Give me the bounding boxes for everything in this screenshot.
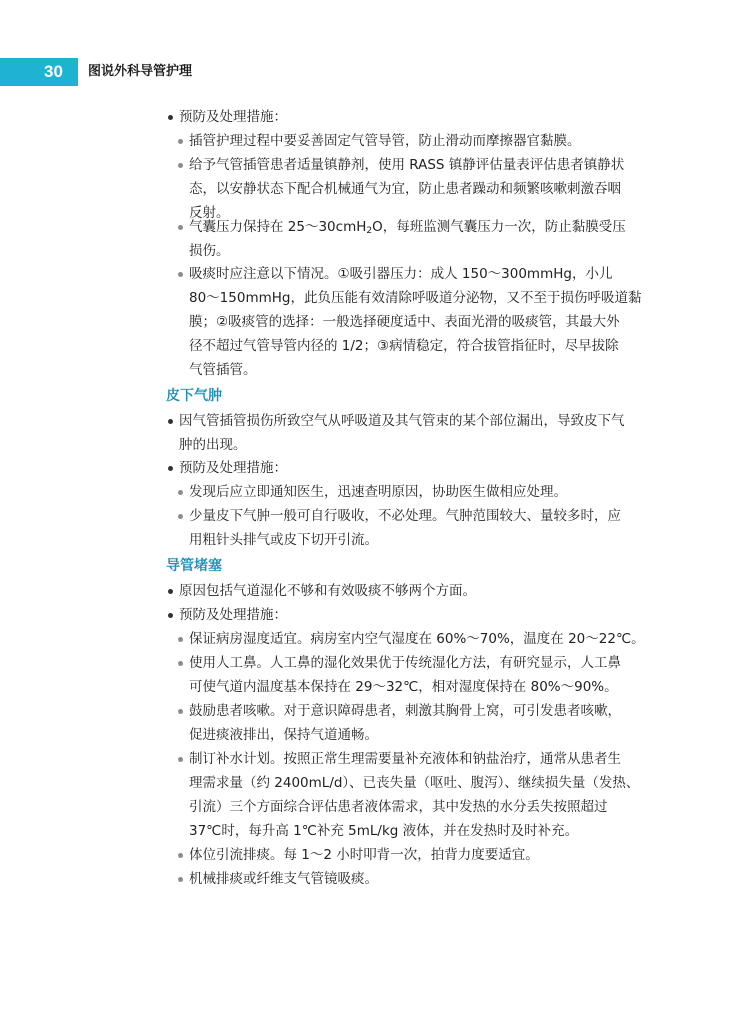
cause-text-continued: 肿的出现。 bbox=[179, 437, 247, 453]
bullet-dot bbox=[168, 589, 173, 594]
list-item-continued: 37℃时，每升高 1℃补充 5mL/kg 液体，并在发热时及时补充。 bbox=[189, 823, 579, 839]
cause-text: 因气管插管损伤所致空气从呼吸道及其气管束的某个部位漏出，导致皮下气 bbox=[179, 413, 625, 429]
sub-bullet-dot bbox=[178, 637, 183, 642]
sub-bullet-dot bbox=[178, 139, 183, 144]
list-item-continued: 态，以安静状态下配合机械通气为宜，防止患者躁动和频繁咳嗽刺激吞咽 bbox=[189, 181, 621, 197]
sub-bullet-dot bbox=[178, 272, 183, 277]
sub-bullet-dot bbox=[178, 490, 183, 495]
list-item-continued: 引流）三个方面综合评估患者液体需求，其中发热的水分丢失按照超过 bbox=[189, 799, 608, 815]
sub-bullet-dot bbox=[178, 853, 183, 858]
page-number: 30 bbox=[44, 62, 63, 81]
sub-bullet-dot bbox=[178, 757, 183, 762]
list-item: 插管护理过程中要妥善固定气管导管，防止滑动而摩擦器官黏膜。 bbox=[189, 133, 581, 149]
list-item-continued: 可使气道内温度基本保持在 29～32℃，相对湿度保持在 80%～90%。 bbox=[189, 679, 618, 695]
list-item: 气囊压力保持在 25～30cmH$_2$O，每班监测气囊压力一次，防止黏膜受压 bbox=[189, 219, 626, 236]
bullet-dot bbox=[168, 419, 173, 424]
bullet-dot bbox=[168, 466, 173, 471]
section-heading: 皮下气肿 bbox=[166, 388, 222, 404]
list-item-continued: 膜；②吸痰管的选择：一般选择硬度适中、表面光滑的吸痰管，其最大外 bbox=[189, 314, 620, 330]
section-heading: 导管堵塞 bbox=[166, 558, 222, 574]
book-title: 图说外科导管护理 bbox=[88, 64, 193, 79]
measures-label: 预防及处理措施： bbox=[179, 460, 287, 476]
page-number-tab bbox=[0, 58, 78, 86]
bullet-dot bbox=[168, 613, 173, 618]
list-item: 使用人工鼻。人工鼻的湿化效果优于传统湿化方法，有研究显示，人工鼻 bbox=[189, 655, 621, 671]
measures-label: 预防及处理措施： bbox=[179, 109, 287, 125]
list-item-continued: 促进痰液排出，保持气道通畅。 bbox=[189, 727, 378, 743]
list-item: 给予气管插管患者适量镇静剂，使用 RASS 镇静评估量表评估患者镇静状 bbox=[189, 157, 625, 173]
list-item: 吸痰时应注意以下情况。①吸引器压力：成人 150～300mmHg，小儿 bbox=[189, 266, 613, 282]
list-item-continued: 损伤。 bbox=[189, 243, 230, 259]
list-item-continued: 反射。 bbox=[189, 205, 230, 221]
sub-bullet-dot bbox=[178, 225, 183, 230]
bullet-dot bbox=[168, 115, 173, 120]
sub-bullet-dot bbox=[178, 877, 183, 882]
sub-bullet-dot bbox=[178, 661, 183, 666]
measures-label: 预防及处理措施： bbox=[179, 607, 287, 623]
list-item: 体位引流排痰。每 1～2 小时叩背一次，拍背力度要适宜。 bbox=[189, 847, 539, 863]
sub-bullet-dot bbox=[178, 709, 183, 714]
list-item: 保证病房湿度适宜。病房室内空气湿度在 60%～70%，温度在 20～22℃。 bbox=[189, 631, 645, 647]
list-item: 鼓励患者咳嗽。对于意识障碍患者，刺激其胸骨上窝，可引发患者咳嗽， bbox=[189, 703, 621, 719]
sub-bullet-dot bbox=[178, 514, 183, 519]
list-item-continued: 用粗针头排气或皮下切开引流。 bbox=[189, 532, 378, 548]
list-item: 制订补水计划。按照正常生理需要量补充液体和钠盐治疗，通常从患者生 bbox=[189, 751, 621, 767]
list-item-continued: 80～150mmHg，此负压能有效清除呼吸道分泌物，又不至于损伤呼吸道黏 bbox=[189, 290, 642, 306]
list-item: 发现后应立即通知医生，迅速查明原因，协助医生做相应处理。 bbox=[189, 484, 567, 500]
list-item-continued: 径不超过气管导管内径的 1/2；③病情稳定，符合拔管指征时，尽早拔除 bbox=[189, 338, 619, 354]
sub-bullet-dot bbox=[178, 163, 183, 168]
list-item-continued: 气管插管。 bbox=[189, 362, 257, 378]
list-item: 机械排痰或纤维支气管镜吸痰。 bbox=[189, 871, 378, 887]
list-item: 少量皮下气肿一般可自行吸收，不必处理。气肿范围较大、量较多时，应 bbox=[189, 508, 621, 524]
list-item-continued: 理需求量（约 2400mL/d）、已丧失量（呕吐、腹泻）、继续损失量（发热、 bbox=[189, 775, 640, 791]
cause-text: 原因包括气道湿化不够和有效吸痰不够两个方面。 bbox=[179, 583, 476, 599]
